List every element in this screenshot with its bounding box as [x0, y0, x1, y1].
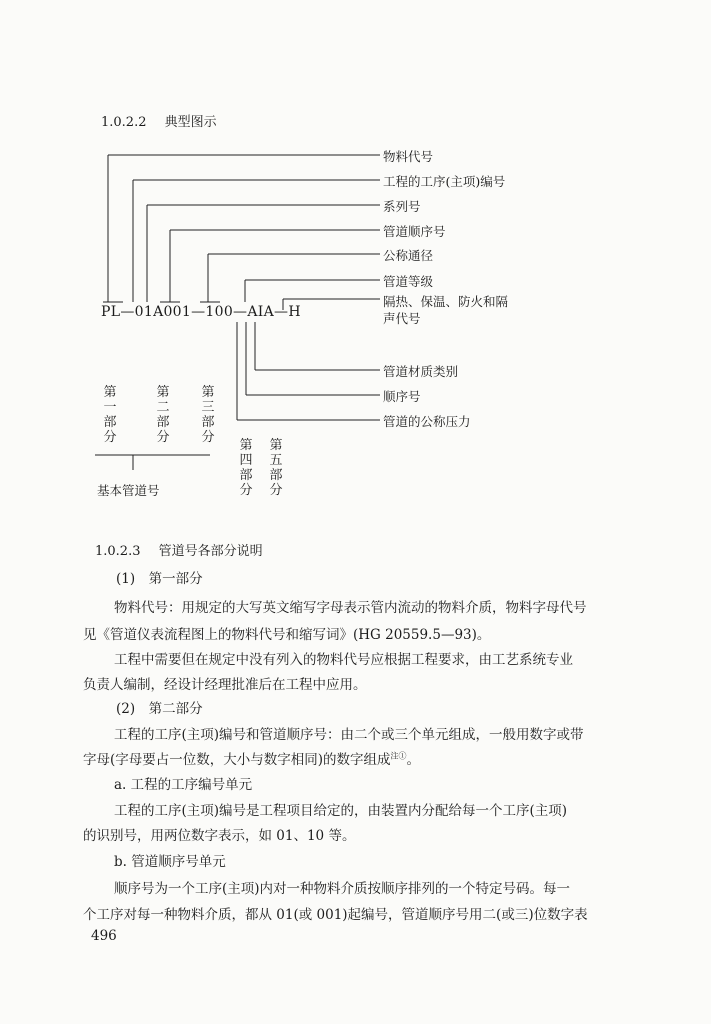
label-nominal-pressure: 管道的公称压力 — [383, 414, 471, 429]
label-pipe-class: 管道等级 — [383, 274, 434, 289]
section-number: 1.0.2.2 — [101, 115, 147, 130]
part-label-5: 第五部分 — [269, 438, 283, 498]
label-pipe-sequence: 管道顺序号 — [383, 224, 446, 239]
code-dash: — — [191, 304, 206, 320]
code-diameter: 100 — [205, 304, 234, 320]
part-label-1: 第一部分 — [103, 385, 117, 445]
part-label-4: 第四部分 — [239, 438, 253, 498]
code-insulation: H — [288, 304, 301, 320]
section-heading-1023 — [95, 540, 263, 559]
subheading-b: b. 管道顺序号单元 — [114, 854, 226, 870]
paragraph-line: 顺序号为一个工序(主项)内对一种物料介质按顺序排列的一个特定号码。每一 — [114, 881, 571, 897]
code-dash: — — [120, 304, 135, 320]
code-sequence: A001 — [153, 304, 192, 320]
paragraph-text: 。 — [406, 752, 421, 768]
label-insulation-code-line1: 隔热、保温、防火和隔 — [383, 294, 509, 309]
paragraph-line: 物料代号：用规定的大写英文缩写字母表示管内流动的物料介质，物料字母代号 — [114, 600, 587, 616]
paragraph-line: 的识别号，用两位数字表示，如 01、10 等。 — [83, 828, 356, 844]
code-dash: — — [233, 304, 248, 320]
paragraph-line: 见《管道仪表流程图上的物料代号和缩写词》(HG 20559.5—93)。 — [83, 627, 491, 643]
paragraph-line: 工程的工序(主项)编号是工程项目给定的，由装置内分配给每一个工序(主项) — [114, 803, 568, 819]
paragraph-text: 字母(字母要占一位数，大小与数字相同)的数字组成 — [83, 752, 391, 768]
paragraph-line: 负责人编制，经设计经理批准后在工程中应用。 — [83, 677, 367, 693]
part-label-3: 第三部分 — [201, 385, 215, 445]
paragraph-line: 工程的工序(主项)编号和管道顺序号：由二个或三个单元组成，一般用数字或带 — [114, 727, 584, 743]
label-order-number: 顺序号 — [383, 389, 421, 404]
label-series-number: 系列号 — [383, 199, 421, 214]
subheading-a: a. 工程的工序编号单元 — [114, 777, 253, 793]
code-pipe-class: AIA — [247, 304, 275, 320]
code-material: PL — [101, 304, 121, 320]
section-title: 典型图示 — [164, 115, 217, 130]
footnote-marker: 注① — [390, 751, 407, 761]
section-title: 管道号各部分说明 — [158, 544, 263, 559]
code-process: 01 — [134, 304, 154, 320]
label-process-number: 工程的工序(主项)编号 — [383, 174, 506, 189]
label-insulation-code-line2: 声代号 — [383, 311, 421, 326]
part2-heading: (2) 第二部分 — [116, 701, 203, 717]
pipe-number-code — [101, 304, 301, 320]
paragraph-line — [83, 748, 420, 768]
section-number: 1.0.2.3 — [95, 544, 141, 559]
part1-heading: (1) 第一部分 — [116, 571, 203, 587]
page-number: 496 — [91, 928, 117, 944]
part-label-2: 第二部分 — [156, 385, 170, 445]
label-pipe-material: 管道材质类别 — [383, 364, 459, 379]
label-basic-pipe-number: 基本管道号 — [97, 483, 160, 498]
label-nominal-diameter: 公称通径 — [383, 248, 434, 263]
label-material-code: 物料代号 — [383, 149, 434, 164]
code-dash: — — [274, 304, 289, 320]
paragraph-line: 工程中需要但在规定中没有列入的物料代号应根据工程要求，由工艺系统专业 — [114, 652, 573, 668]
paragraph-line: 个工序对每一种物料介质，都从 01(或 001)起编号，管道顺序号用二(或三)位数字表 — [83, 907, 588, 923]
